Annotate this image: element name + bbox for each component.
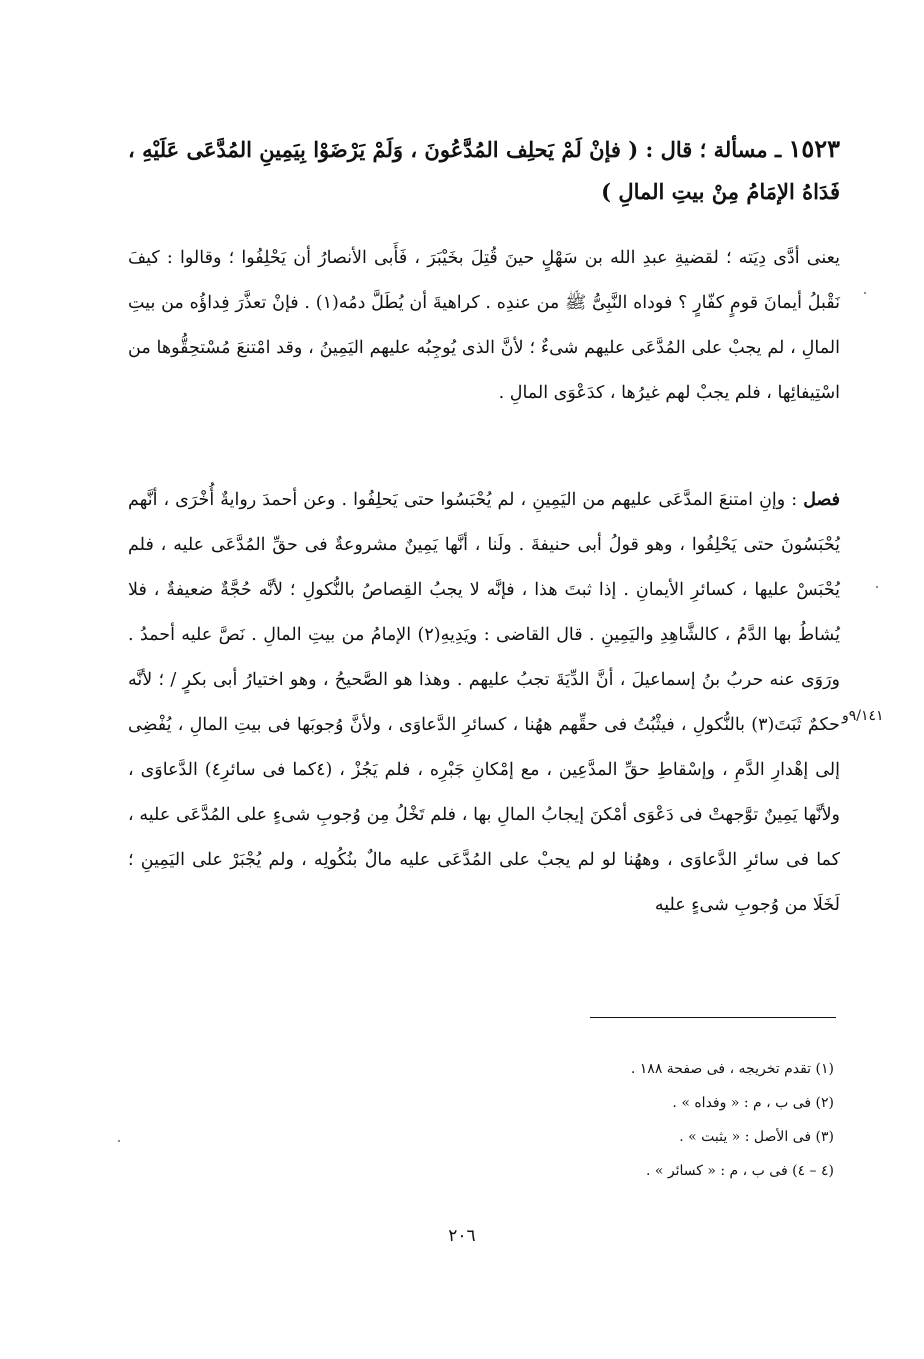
footnote-item: (٣) فى الأصل : « يثبت » . — [679, 1129, 834, 1145]
issue-heading — [128, 128, 840, 213]
manuscript-folio-note: ٩/١٤١و — [842, 708, 884, 724]
section-paragraph — [128, 478, 840, 928]
footnote-item: (٢) فى ب ، م : « وفداه » . — [672, 1095, 834, 1111]
scan-speck — [876, 586, 878, 588]
section-label: فصل — [803, 490, 840, 510]
issue-number: ١٥٢٣ — [788, 134, 840, 163]
footnote-item: (١) تقدم تخريجه ، فى صفحة ١٨٨ . — [630, 1061, 834, 1077]
commentary-paragraph: يعنى أدَّى دِيَته ؛ لقضيةِ عبدِ الله بن سَهْلٍ حينَ قُتِلَ بخَيْبَرَ ، فَأَبى الأنصارُ أن يَحْلِفُوا ؛ وقالوا : كيفَ نَقْبلُ أيمانَ قومٍ كفّارٍ ؟ فوداه النَّبِىُّ ﷺ من عندِه . كراهيةَ أن يُطَلَّ دمُه(١) . فإنْ تعذَّرَ فِداؤُه من بيتِ المالِ ، لم يجبْ على المُدَّعَى عليهم شىءٌ ؛ لأنَّ الذى يُوجِبُه عليهم اليَمِينُ ، وقد امْتنعَ مُسْتحِقُّوها من اسْتِيفائِها ، فلم يجبْ لهم غيرُها ، كدَعْوَى المالِ . — [128, 248, 840, 403]
section-text: : وإنِ امتنعَ المدَّعَى عليهم من اليَمِينِ ، لم يُحْبَسُوا حتى يَحلِفُوا . وعن أحمدَ روايةٌ أُخْرَى ، أنَّهم يُحْبَسُونَ حتى يَحْلِفُوا ، وهو قولُ أبى حنيفةَ . ولَنا ، أنَّها يَمِينٌ مشروعةٌ فى حقِّ المُدَّعَى عليه ، فلم يُحْبَسْ عليها ، كسائرِ الأيمانِ . إذا ثبتَ هذا ، فإنَّه لا يجبُ القِصاصُ بالنُّكولِ ؛ لأنَّه حُجَّةٌ ضعيفةٌ ، فلا يُشاطُ بها الدَّمُ ، كالشَّاهِدِ واليَمِينِ . قال القاضى : ويَدِيهِ(٢) الإمامُ من بيتِ المالِ . نَصَّ عليه أحمدُ . ورَوَى عنه حربُ بنُ إسماعيلَ ، أنَّ الدِّيَةَ تجبُ عليهم . وهذا هو الصَّحيحُ ، وهو اختيارُ أبى بكرٍ / ؛ لأنَّه حكمٌ ثَبَتَ(٣) بالنُّكولِ ، فيثْبُتُ فى حقِّهم ههُنا ، كسائرِ الدَّعاوَى ، ولأنَّ وُجوبَها فى بيتِ المالِ ، يُفْضِى إلى إهْدارِ الدَّمِ ، وإسْقاطِ حقِّ المدَّعِين ، مع إمْكانِ جَبْرِه ، فلم يَجُزْ ، (٤كما فى سائرِ٤) الدَّعاوَى ، ولأنَّها يَمِينٌ توَّجهتْ فى دَعْوَى أمْكنَ إيجابُ المالِ بها ، فلم تَخْلُ مِن وُجوبِ شىءٍ على المُدَّعَى عليه ، كما فى سائرِ الدَّعاوَى ، وههُنا لو لم يجبْ على المُدَّعَى عليه مالٌ بنُكُولِه ، ولم يُجْبَرْ على اليَمِينِ ؛ لَخَلَا من وُجوبِ شىءٍ عليه — [128, 490, 840, 915]
issue-heading-text: ـ مسألة ؛ قال : ( فإنْ لَمْ يَحلِف المُدَّعُونَ ، وَلَمْ يَرْضَوْا بِيَمِينِ المُدَّعَى عَلَيْهِ ، فَدَاهُ الإمَامُ مِنْ بيتِ المالِ ) — [128, 137, 840, 204]
footnote-divider — [590, 1017, 836, 1018]
footnotes — [420, 1052, 834, 1188]
page-number: ٢٠٦ — [448, 1226, 476, 1246]
footnote-item: (٤ – ٤) فى ب ، م : « كسائر » . — [645, 1163, 834, 1179]
scan-speck — [864, 292, 866, 294]
scan-speck — [118, 1140, 120, 1142]
